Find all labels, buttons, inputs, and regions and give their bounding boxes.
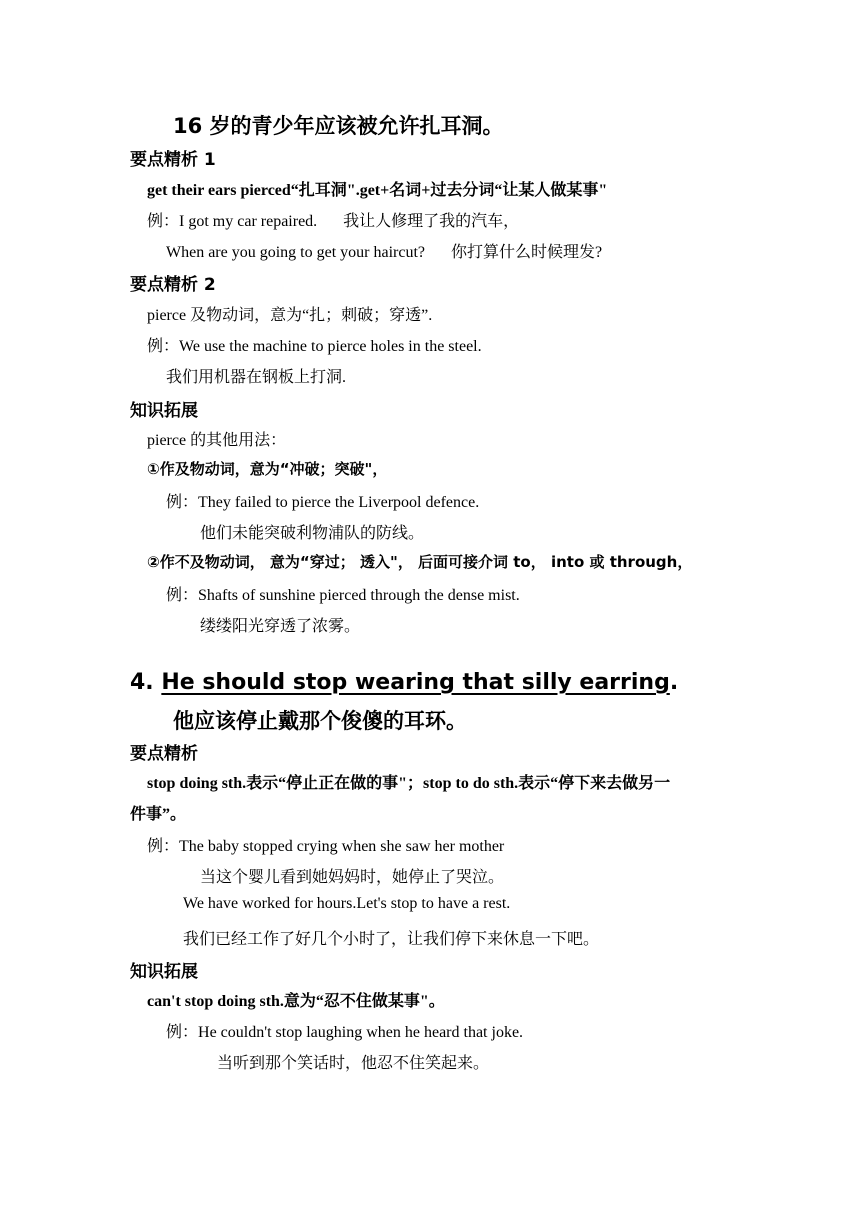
example-label: 例：	[147, 338, 180, 355]
section3-point1-example2	[166, 239, 602, 262]
section3-point1-heading: 要点精析 1	[130, 150, 216, 170]
section3-usage1: ①作及物动词，意为“冲破；突破"，	[147, 460, 388, 478]
example-en: Shafts of sunshine pierced through the dense mist.	[198, 587, 520, 604]
section3-point1-example1	[147, 208, 519, 231]
section3-usage2-example	[166, 582, 520, 605]
example-en: He couldn't stop laughing when he heard that joke.	[198, 1024, 524, 1041]
example-label: 例：	[166, 494, 199, 511]
section4-point-example2-zh: 我们已经工作了好几个小时了，让我们停下来休息一下吧。	[183, 931, 600, 948]
section3-point2-explanation: pierce 及物动词，意为“扎；刺破；穿透”.	[147, 307, 433, 324]
example-en: The baby stopped crying when she saw her mother	[179, 838, 505, 855]
section3-usage2-example-zh: 缕缕阳光穿透了浓雾。	[200, 618, 361, 635]
section4-period: .	[669, 670, 679, 695]
section3-point2-example-zh: 我们用机器在钢板上打洞.	[166, 369, 347, 386]
section4-point-explanation-line1: stop doing sth.表示“停止正在做的事"；stop to do sth.表示“停下来去做另一	[147, 775, 671, 792]
section4-point-explanation-line2: 件事”。	[130, 806, 187, 823]
section4-sentence-line	[130, 670, 678, 695]
section4-sentence: He should stop wearing that silly earring	[161, 670, 670, 695]
section3-point1-explanation: get their ears pierced“扎耳洞".get+名词+过去分词“让某人做某事"	[147, 182, 608, 199]
section4-extension-heading: 知识拓展	[130, 962, 198, 982]
section4-point-example1	[147, 833, 504, 856]
section4-translation: 他应该停止戴那个俊傻的耳环。	[173, 709, 467, 733]
section3-point2-example	[147, 333, 482, 356]
example-label: 例：	[166, 587, 199, 604]
section3-usage1-example-zh: 他们未能突破利物浦队的防线。	[200, 525, 425, 542]
section4-extension-example	[166, 1019, 523, 1042]
section3-extension-heading: 知识拓展	[130, 401, 198, 421]
example-en: I got my car repaired.	[179, 213, 318, 230]
example-en: They failed to pierce the Liverpool defence.	[198, 494, 480, 511]
section4-point-heading: 要点精析	[130, 744, 198, 764]
section4-point-example1-zh: 当这个婴儿看到她妈妈时，她停止了哭泣。	[200, 869, 505, 886]
section3-point2-heading: 要点精析 2	[130, 275, 216, 295]
section3-usage2: ②作不及物动词， 意为“穿过； 透入"， 后面可接介词 to， into 或 through，	[147, 553, 693, 571]
example-zh: 我让人修理了我的汽车，	[343, 213, 520, 230]
section3-extension-intro: pierce 的其他用法：	[147, 432, 287, 449]
example-zh: 你打算什么时候理发?	[451, 244, 603, 261]
section4-number: 4.	[130, 670, 154, 695]
example-en: When are you going to get your haircut?	[166, 244, 426, 261]
section3-translation: 16 岁的青少年应该被允许扎耳洞。	[173, 114, 504, 138]
section3-usage1-example	[166, 489, 479, 512]
example-label: 例：	[147, 213, 180, 230]
example-label: 例：	[166, 1024, 199, 1041]
section4-extension-explanation: can't stop doing sth.意为“忍不住做某事"。	[147, 993, 445, 1010]
section4-extension-example-zh: 当听到那个笑话时，他忍不住笑起来。	[217, 1055, 490, 1072]
example-en: We use the machine to pierce holes in the steel.	[179, 338, 482, 355]
example-label: 例：	[147, 838, 180, 855]
section4-point-example2-en: We have worked for hours.Let's stop to have a rest.	[183, 895, 511, 912]
